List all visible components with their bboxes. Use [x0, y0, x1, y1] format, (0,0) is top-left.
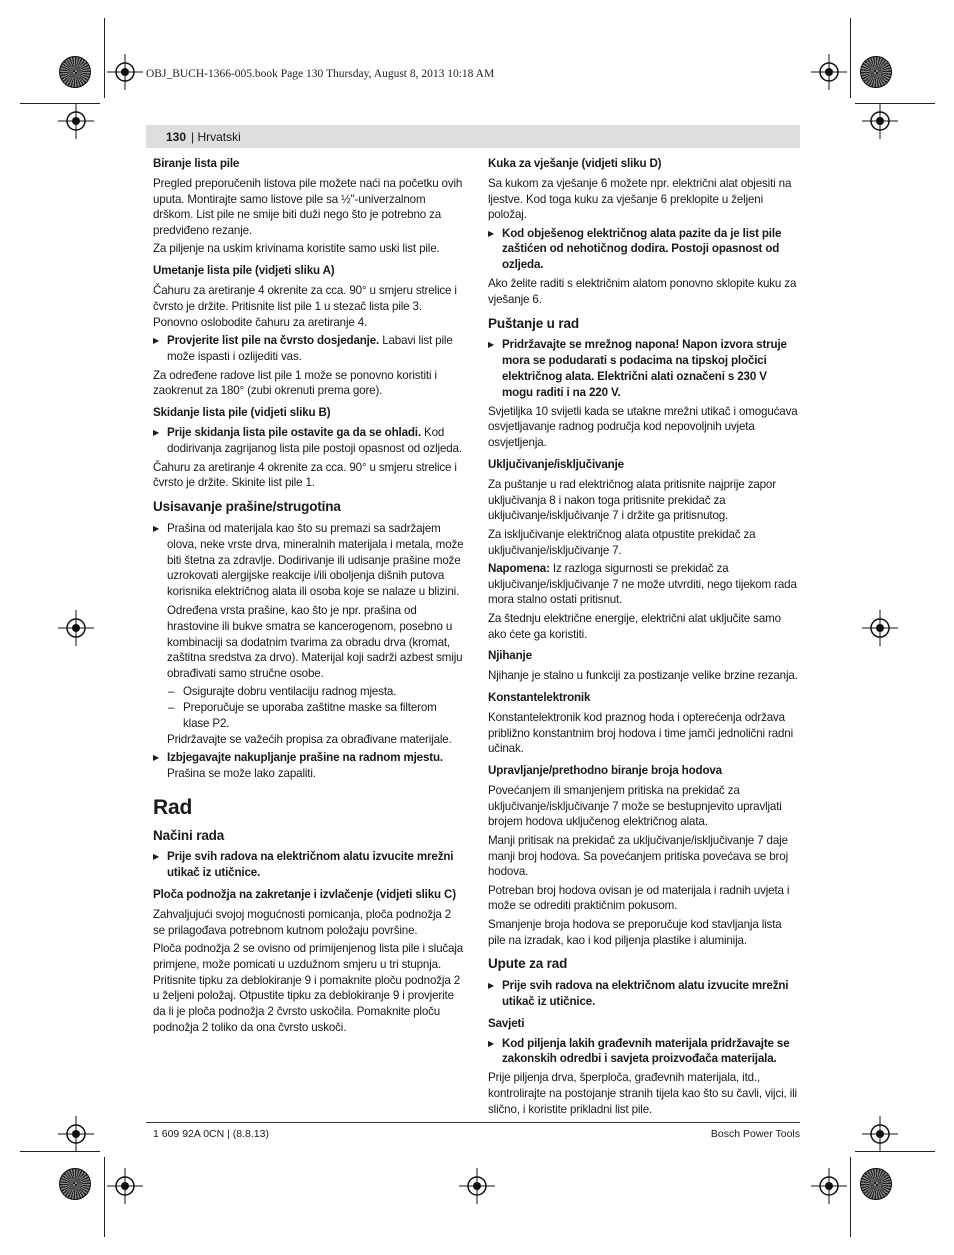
- section-heading: Kuka za vješanje (vidjeti sliku D): [488, 157, 662, 170]
- paragraph: Manji pritisak na prekidač za uključivanje/isključivanje 7 daje manji broj hodova. Sa povećanjem pritiska povećava se broj hodova.: [488, 833, 788, 879]
- registration-mark-icon: [811, 54, 847, 90]
- registration-mark-icon: [107, 1168, 143, 1204]
- section-heading: Načini rada: [153, 827, 225, 843]
- registration-mark-icon: [862, 103, 898, 139]
- paragraph: Za određene radove list pile 1 može se ponovno koristiti i zaokrenut za 180° (zubi okrenuti prema gore).: [153, 368, 437, 398]
- paragraph: Zahvaljujući svojoj mogućnosti pomicanja, ploča podnožja 2 se prilagođava potrebnom kutnom položaju površine.: [153, 907, 452, 937]
- crop-line: [850, 18, 851, 98]
- page-header: [146, 125, 800, 148]
- registration-mark-icon: [58, 103, 94, 139]
- section-heading: Puštanje u rad: [488, 315, 579, 331]
- registration-mark-icon: [58, 610, 94, 646]
- paragraph: Smanjenje broja hodova se preporučuje kod stavljanja lista pile na izradak, kao i kod piljenja plastike i aluminija.: [488, 917, 782, 947]
- note-label: Napomena:: [488, 561, 550, 575]
- language-label: | Hrvatski: [191, 130, 241, 144]
- paragraph: Čahuru za aretiranje 4 okrenite za cca. 90° u smjeru strelice i čvrsto je držite. Skinite list pile 1.: [153, 460, 457, 490]
- left-column: [153, 156, 465, 1038]
- paragraph: Sa kukom za vješanje 6 možete npr. električni alat objesiti na ljestve. Kod toga kuku za vješanje 6 preklopite u željeni položaj.: [488, 176, 792, 222]
- paragraph: Ploča podnožja 2 se ovisno od primijenjenog lista pile i slučaja primjene, može pomicati u uzdužnom smjeru u tri stupnja. Pritisnite tipku za deblokiranje 9 i pomaknite ploču podnožja 2 u željeni položaj. Otpustite tipku za deblokiranje 9 i provjerite da li je ploča podnožja 2 čvrsto uskočila. Pomaknite ploču podnožja 2 toliko da ona čvrsto uskoči.: [153, 941, 464, 1034]
- warning-bold: Izbjegavajte nakupljanje prašine na radnom mjestu.: [167, 751, 443, 765]
- section-heading: Biranje lista pile: [153, 157, 240, 170]
- crop-line: [850, 1157, 851, 1237]
- footer-brand: Bosch Power Tools: [710, 1128, 800, 1140]
- color-wheel-mark: [59, 1168, 91, 1200]
- paragraph: Povećanjem ili smanjenjem pritiska na prekidač za uključivanje/isključivanje 7 može se bestupnjevito upravljati brojem hodova uključenog električnog alata.: [488, 783, 782, 829]
- warning-text: Prašina se može lako zapaliti.: [167, 766, 316, 780]
- warning-bold: Pridržavajte se mrežnog napona! Napon izvora struje mora se podudarati s podacima na tipskoj pločici električnog alata. Električni alati označeni s 230 V mogu raditi i na 220 V.: [502, 338, 787, 399]
- paragraph: Za štednju električne energije, električni alat uključite samo ako ćete ga koristiti.: [488, 611, 781, 641]
- print-slug: OBJ_BUCH-1366-005.book Page 130 Thursday, August 8, 2013 10:18 AM: [146, 68, 495, 80]
- paragraph: Pridržavajte se važećih propisa za obrađivane materijale.: [167, 732, 452, 746]
- warning-bullet: [153, 333, 465, 365]
- note-text: Iz razloga sigurnosti se prekidač za uključivanje/isključivanje 7 ne može utvrditi, nego tijekom rada mora stalno ostati pritisnut.: [488, 561, 797, 607]
- warning-bullet: [488, 978, 800, 1010]
- section-heading: Upute za rad: [488, 956, 568, 972]
- section-heading: Ploča podnožja na zakretanje i izvlačenje (vidjeti sliku C): [153, 888, 456, 902]
- warning-bullet: ▶ Prašina od materijala kao što su premazi sa sadržajem olova, neke vrste drva, mineralnih materijala i metala, može biti štetna za zdravlje. Dodirivanje ili udisanje prašine može uzrokovati alergijske reakcije i/ili oboljenja dišnih putova korisnika električnog alata ili osoba koje se nalaze u blizini.: [153, 521, 465, 600]
- warning-bold: Provjerite list pile na čvrsto dosjedanje.: [167, 333, 380, 347]
- section-heading: Skidanje lista pile (vidjeti sliku B): [153, 406, 331, 420]
- chapter-heading: Rad: [153, 795, 193, 819]
- registration-mark-icon: [811, 1168, 847, 1204]
- warning-bullet: [488, 226, 800, 273]
- section-heading: Savjeti: [488, 1016, 525, 1030]
- section-heading: Njihanje: [488, 649, 532, 663]
- registration-mark-icon: [862, 1116, 898, 1152]
- section-heading: Uključivanje/isključivanje: [488, 458, 624, 472]
- section-heading: Upravljanje/prethodno biranje broja hodova: [488, 764, 722, 778]
- paragraph: Konstantelektronik kod praznog hoda i opterećenja održava približno konstantnim broj hodova i time jamči jednolični radni učinak.: [488, 710, 794, 756]
- paragraph: Čahuru za aretiranje 4 okrenite za cca. 90° u smjeru strelice i čvrsto je držite. Pritisnite list pile 1 u stezač lista pile 3. Ponovno oslobodite čahuru za aretiranje 4.: [153, 284, 457, 329]
- footer-doc-number: 1 609 92A 0CN | (8.8.13): [153, 1128, 269, 1140]
- registration-mark-icon: [459, 1168, 495, 1204]
- paragraph: Za piljenje na uskim krivinama koristite samo uski list pile.: [153, 242, 440, 256]
- paragraph: Za isključivanje električnog alata otpustite prekidač za uključivanje/isključivanje 7.: [488, 527, 756, 557]
- registration-mark-icon: [862, 610, 898, 646]
- warning-bullet: [488, 1036, 800, 1068]
- paragraph: Ako želite raditi s električnim alatom ponovno sklopite kuku za vješanje 6.: [488, 277, 797, 306]
- section-heading: Konstantelektronik: [488, 690, 591, 704]
- color-wheel-mark: [860, 56, 892, 88]
- warning-bullet: [488, 337, 800, 400]
- warning-bold: Kod piljenja lakih građevnih materijala pridržavajte se zakonskih odredbi i savjeta proizvođača materijala.: [502, 1036, 790, 1066]
- warning-bullet: [153, 750, 465, 782]
- paragraph: Njihanje je stalno u funkciji za postizanje velike brzine rezanja.: [488, 669, 798, 683]
- section-heading: Usisavanje prašine/strugotina: [153, 499, 341, 515]
- right-column: [488, 156, 800, 1120]
- paragraph: Određena vrsta prašine, kao što je npr. prašina od hrastovine ili bukve smatra se kancerogenom, posebno u kombinaciji sa dodatnim tvarima za obradu drva (kromat, zaštitna sredstva za drvo). Materijal koji sadrži azbest smiju obrađivati samo stručne osobe.: [167, 603, 463, 681]
- color-wheel-mark: [59, 56, 91, 88]
- paragraph: Potreban broj hodova ovisan je od materijala i radnih uvjeta i može se odrediti praktičnim pokusom.: [488, 883, 790, 913]
- warning-text: Kod dodirivanja zagrijanog lista pile postoji opasnost od ozljeda.: [167, 425, 462, 455]
- warning-bold: Prije svih radova na električnom alatu izvucite mrežni utikač iz utičnice.: [167, 850, 454, 880]
- color-wheel-mark: [860, 1168, 892, 1200]
- dash-item: – Preporučuje se uporaba zaštitne maske sa filterom klase P2.: [153, 700, 465, 732]
- paragraph: Svjetiljka 10 svijetli kada se utakne mrežni utikač i omogućava osvjetljavanje radnog područja kod nepovoljnih uvjeta osvjetljenja.: [488, 404, 798, 450]
- paragraph: Pregled preporučenih listova pile možete naći na početku ovih uputa. Montirajte samo listove pile sa ½"-univerzalnom drškom. List pile ne smije biti duži nego što je potrebno za predviđeno rezanje.: [153, 176, 463, 238]
- dash-item: – Osigurajte dobru ventilaciju radnog mjesta.: [153, 684, 465, 700]
- registration-mark-icon: [58, 1116, 94, 1152]
- crop-line: [104, 1157, 105, 1237]
- warning-bold: Prije svih radova na električnom alatu izvucite mrežni utikač iz utičnice.: [502, 979, 789, 1008]
- page-number: 130: [166, 130, 187, 144]
- footer-divider: [146, 1122, 800, 1123]
- paragraph: [488, 561, 800, 608]
- paragraph: Za puštanje u rad električnog alata pritisnite najprije zapor uključivanja 8 i nakon toga pritisnite prekidač za uključivanje/isključivanje 7 i držite ga pritisnutog.: [488, 477, 776, 523]
- section-heading: Umetanje lista pile (vidjeti sliku A): [153, 264, 335, 278]
- warning-bullet: [153, 425, 465, 457]
- warning-bold: Prije skidanja lista pile ostavite ga da se ohladi.: [167, 425, 421, 439]
- warning-bold: Kod obješenog električnog alata pazite da je list pile zaštićen od nehotičnog dodira. Postoji opasnost od ozljeda.: [502, 226, 782, 272]
- warning-text: Labavi list pile može ispasti i ozlijediti vas.: [167, 333, 453, 363]
- crop-line: [104, 18, 105, 98]
- registration-mark-icon: [107, 54, 143, 90]
- paragraph: Prije piljenja drva, šperploča, građevnih materijala, itd., kontrolirajte na postojanje stranih tijela kao što su čavli, vijci, ili slično, i koristite prikladni list pile.: [488, 1071, 797, 1116]
- warning-bullet: [153, 849, 465, 881]
